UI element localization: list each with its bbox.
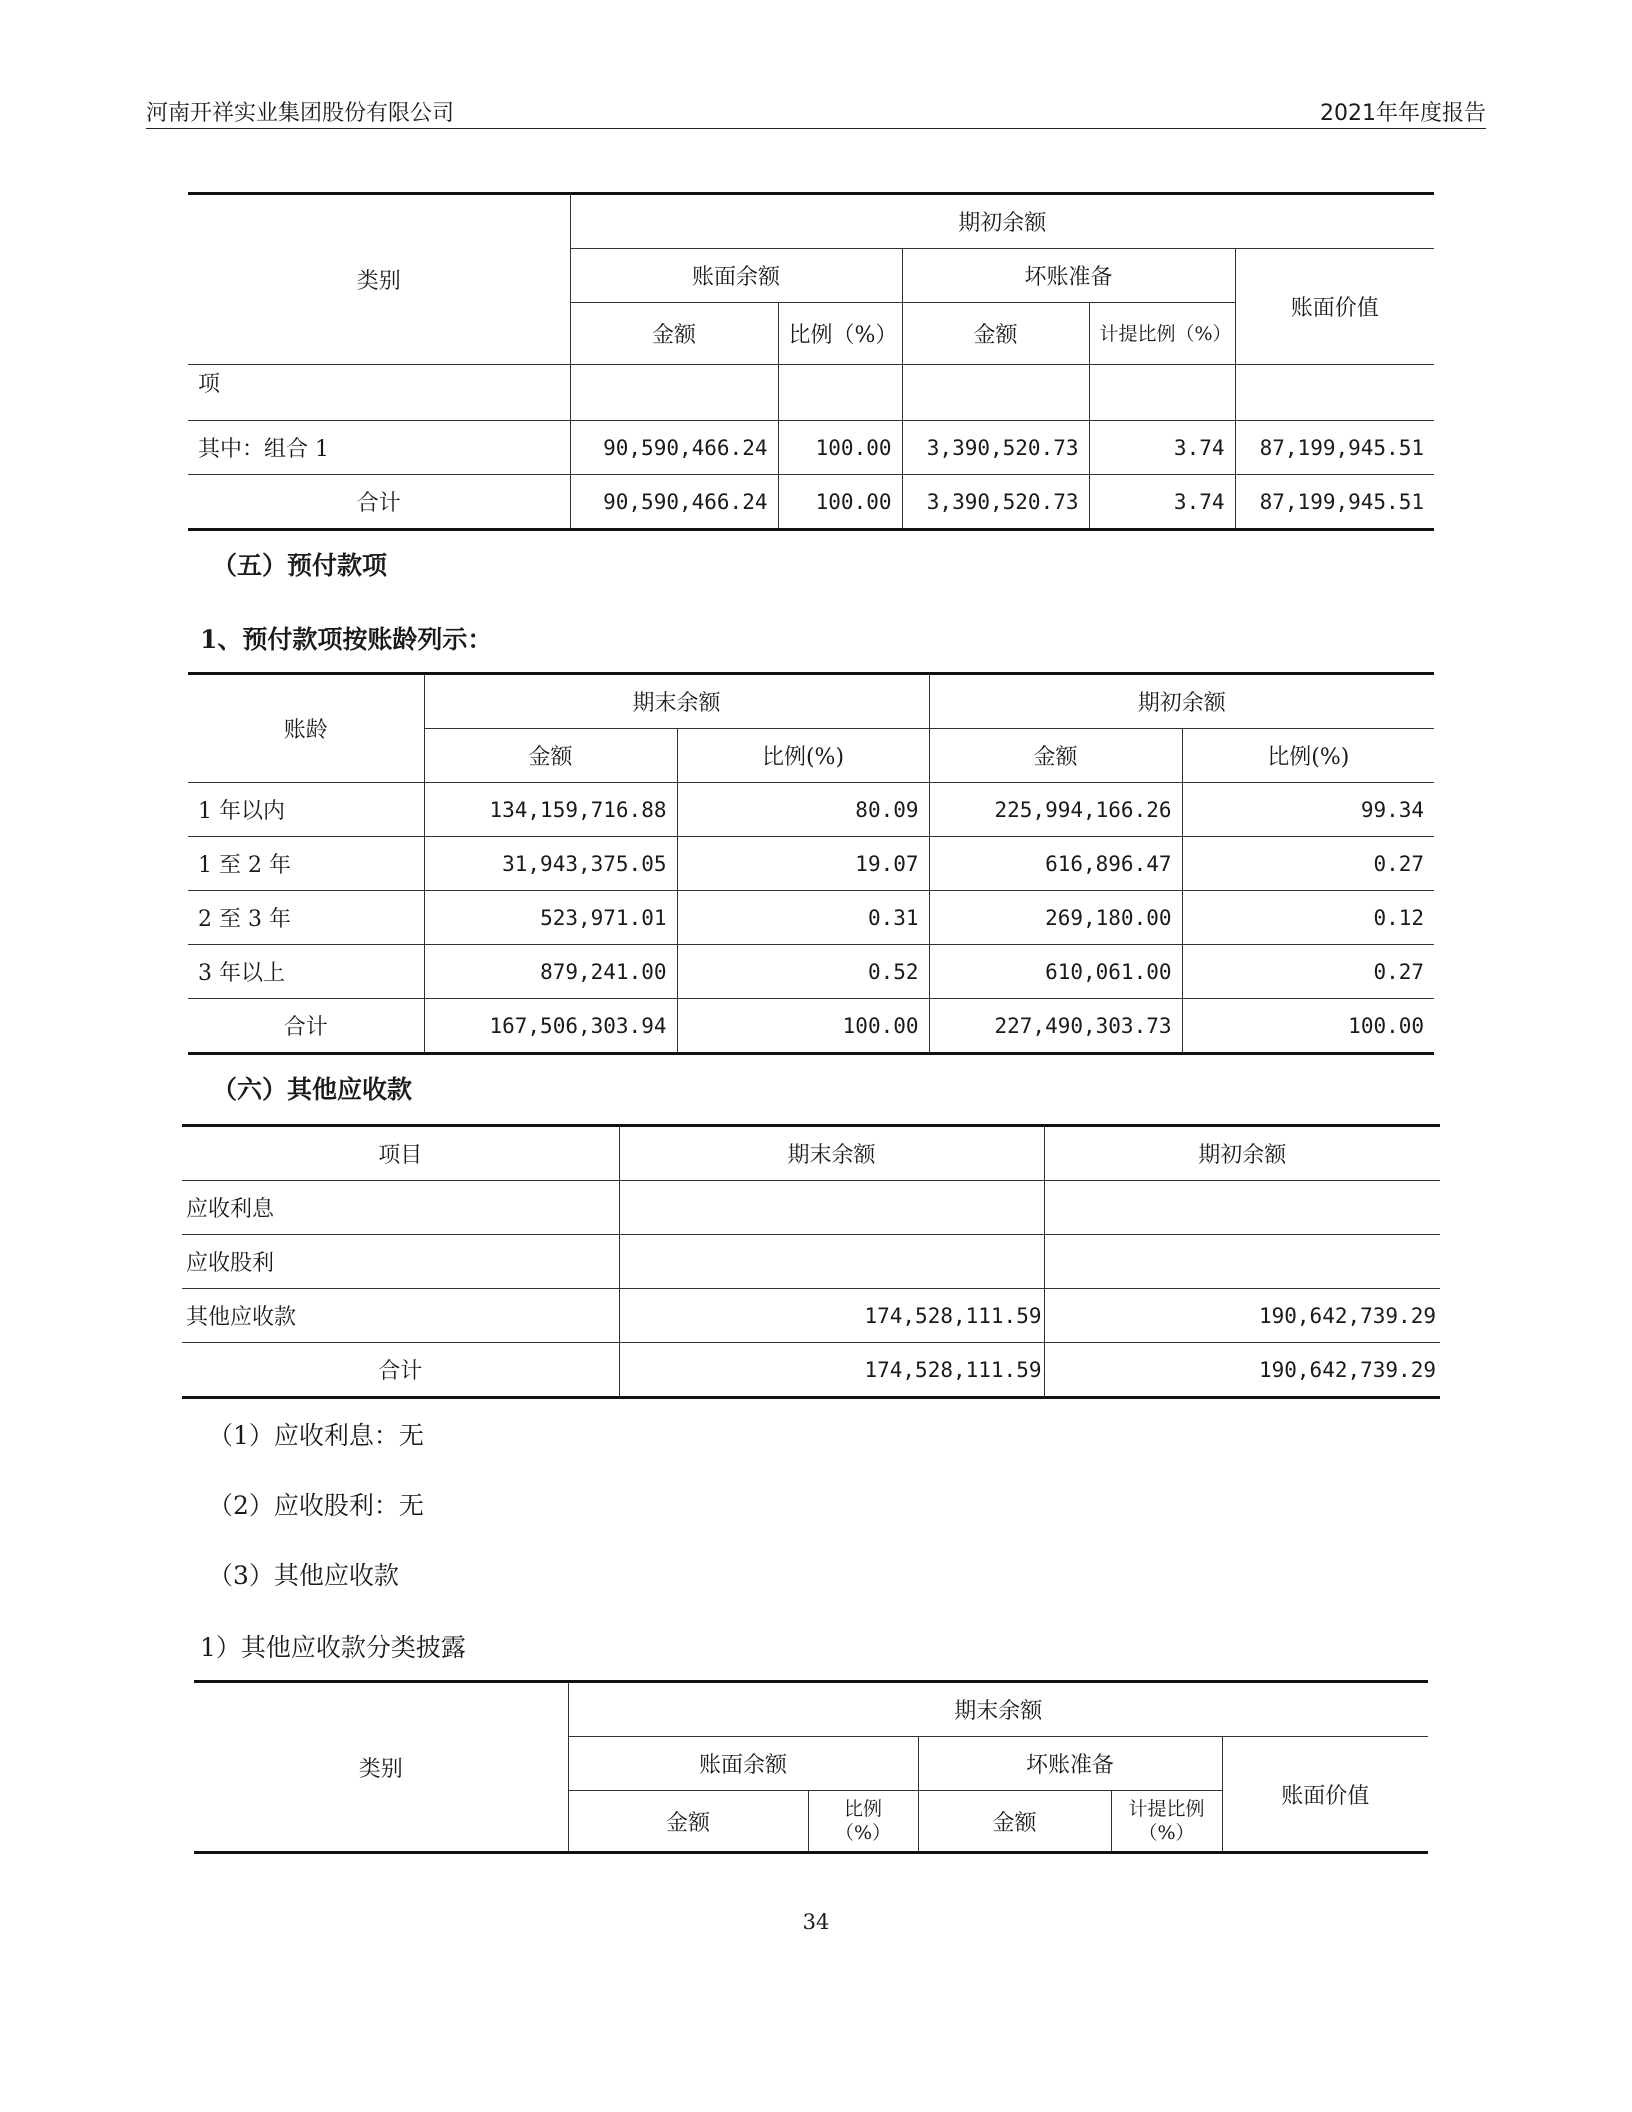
col-ratio: 比例（%） [778,303,902,365]
table-row: 3 年以上 879,241.00 0.52 610,061.00 0.27 [188,945,1434,999]
company-name: 河南开祥实业集团股份有限公司 [146,101,455,126]
header-rule [146,128,1486,129]
col-book-value: 账面价值 [1222,1737,1428,1853]
col-period: 期末余额 [568,1682,1428,1737]
col-book-balance: 账面余额 [568,1737,918,1791]
page-number: 34 [802,1910,830,1934]
table-row: 1 年以内 134,159,716.88 80.09 225,994,166.26 99.34 [188,783,1434,837]
other-receivables-table [182,1124,1440,1399]
table-total-row: 合计 90,590,466.24 100.00 3,390,520.73 3.74 87,199,945.51 [188,475,1434,530]
col-ratio: 比例(%) [1182,729,1434,783]
section-title: （五）预付款项 [212,551,388,580]
col-book-value: 账面价值 [1235,249,1434,365]
table-total-row: 合计 167,506,303.94 100.00 227,490,303.73 100.00 [188,999,1434,1054]
col-provision-ratio: 计提比例（%） [1089,303,1235,365]
col-age: 账龄 [188,674,424,783]
col-ratio: 比例(%) [677,729,929,783]
note-interest: （1）应收利息：无 [208,1421,424,1450]
col-amount-2: 金额 [902,303,1089,365]
table-row: 项 [188,365,1434,421]
col-item: 项目 [182,1126,619,1181]
col-end-balance: 期末余额 [619,1126,1044,1181]
col-ratio-line2: （%） [834,1822,892,1844]
section-subtitle: 1、预付款项按账龄列示： [200,625,493,654]
col-begin-balance: 期初余额 [929,674,1434,729]
note-other: （3）其他应收款 [208,1561,399,1590]
col-ratio [808,1791,918,1853]
col-bad-debt: 坏账准备 [902,249,1235,303]
col-end-balance: 期末余额 [424,674,929,729]
col-amount: 金额 [570,303,778,365]
table-total-row: 合计 174,528,111.59 190,642,739.29 [182,1343,1440,1398]
col-begin-balance: 期初余额 [1044,1126,1440,1181]
prepayment-aging-table [188,672,1434,1055]
col-book-balance: 账面余额 [570,249,902,303]
bad-debt-table-beginning [188,192,1434,531]
col-bad-debt: 坏账准备 [918,1737,1222,1791]
col-provision-ratio-line1: 计提比例 [1128,1798,1205,1820]
note-dividend: （2）应收股利：无 [208,1491,424,1520]
table-row: 2 至 3 年 523,971.01 0.31 269,180.00 0.12 [188,891,1434,945]
table-row: 其他应收款 174,528,111.59 190,642,739.29 [182,1289,1440,1343]
col-provision-ratio-line2: （%） [1138,1822,1195,1844]
table-row: 1 至 2 年 31,943,375.05 19.07 616,896.47 0.27 [188,837,1434,891]
other-receivables-classification-table [194,1680,1428,1854]
section-title: （六）其他应收款 [212,1075,413,1104]
col-ratio-line1: 比例 [843,1798,882,1820]
col-amount: 金额 [424,729,677,783]
col-amount-2: 金额 [918,1791,1111,1853]
table-row: 应收股利 [182,1235,1440,1289]
table-row: 其中：组合 1 90,590,466.24 100.00 3,390,520.73 3.74 87,199,945.51 [188,421,1434,475]
col-amount: 金额 [568,1791,808,1853]
col-amount: 金额 [929,729,1182,783]
col-category: 类别 [188,194,570,365]
col-category: 类别 [194,1682,568,1853]
note-classification: 1）其他应收款分类披露 [200,1633,466,1662]
table-row: 应收利息 [182,1181,1440,1235]
report-title: 2021年年度报告 [1320,101,1486,126]
col-provision-ratio [1111,1791,1222,1853]
col-period: 期初余额 [570,194,1434,249]
